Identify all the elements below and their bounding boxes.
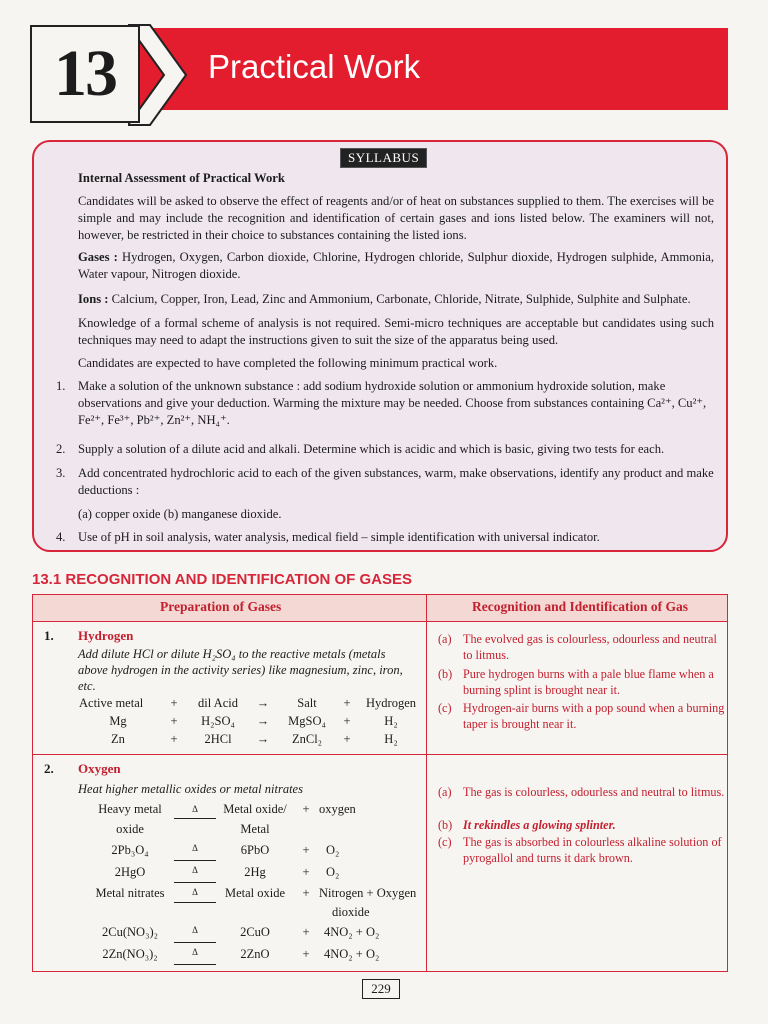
eq-op: + xyxy=(343,714,351,728)
equation-row xyxy=(78,694,422,712)
eq-term: H₂SO₄ xyxy=(201,714,235,728)
eq-op xyxy=(294,903,318,921)
eq-term: 4NO₂ + O₂ xyxy=(324,924,380,939)
chapter-title: Practical Work xyxy=(208,48,421,85)
eq-term: Active metal xyxy=(79,696,144,710)
syllabus-intro: Candidates will be asked to observe the effect of reagents and/or of heat on substances supplied to them. The exercises will be simple and may include the recognition and identification of certain gases and ions listed below. The examiners will not, however, be restricted in their choice to substances containing the listed ions. xyxy=(78,194,714,242)
test-label: (c) xyxy=(438,701,452,715)
equation-row xyxy=(86,883,420,903)
column-header: Recognition and Identification of Gas xyxy=(472,599,689,614)
item-subtext: (a) copper oxide (b) manganese dioxide. xyxy=(78,507,282,521)
eq-arrow: → xyxy=(256,696,270,710)
heat-arrow-icon: Δ xyxy=(174,943,216,965)
eq-term: 2Zn(NO₃)₂ xyxy=(102,946,158,961)
equation-row xyxy=(86,819,420,839)
eq-term: Metal oxide/ xyxy=(223,802,287,817)
eq-op: + xyxy=(170,696,178,710)
eq-term: Metal oxide xyxy=(224,885,286,900)
item-number: 2. xyxy=(56,442,66,456)
page-number: 229 xyxy=(362,979,400,999)
eq-term: Zn xyxy=(111,732,125,746)
eq-term: Heavy metal xyxy=(98,802,162,817)
test-text: Hydrogen-air burns with a pop sound when a burning taper is brought near it. xyxy=(463,701,725,731)
eq-term: Metal nitrates xyxy=(95,885,165,900)
chapter-number: 13 xyxy=(30,25,140,123)
eq-term: O₂ xyxy=(326,864,340,879)
heat-arrow-icon: Δ xyxy=(174,861,216,883)
eq-term: Salt xyxy=(297,696,317,710)
test-label: (b) xyxy=(438,667,453,681)
equation-table xyxy=(78,694,422,748)
preparation-description: Heat higher metallic oxides or metal nitrates xyxy=(78,782,303,796)
test-label: (c) xyxy=(438,835,452,849)
eq-op xyxy=(174,903,216,921)
ions-list: Calcium, Copper, Iron, Lead, Zinc and Ammonium, Carbonate, Chloride, Nitrate, Sulphide, Sulphite and Sulphate. xyxy=(108,292,691,306)
eq-op: + xyxy=(302,864,310,879)
heat-arrow-icon: Δ xyxy=(174,921,216,943)
eq-term xyxy=(216,903,294,921)
syllabus-heading: Internal Assessment of Practical Work xyxy=(78,171,285,185)
preparation-description: Add dilute HCl or dilute H₂SO₄ to the reactive metals (metals above hydrogen in the activity series) like magnesium, zinc, iron, etc. xyxy=(78,647,403,693)
eq-term: 2HCl xyxy=(204,732,232,746)
equation-row xyxy=(78,730,422,748)
row-number: 1. xyxy=(44,628,54,643)
eq-term: 2Pb₃O₄ xyxy=(111,842,149,857)
eq-term: H₂ xyxy=(384,714,398,728)
syllabus-expected: Candidates are expected to have completed the following minimum practical work. xyxy=(78,356,498,370)
equation-row xyxy=(86,861,420,883)
heat-arrow-icon: Δ xyxy=(174,883,216,903)
equation-block xyxy=(78,694,422,748)
eq-term: 2ZnO xyxy=(240,946,270,961)
eq-term: oxide xyxy=(116,821,144,836)
eq-term xyxy=(86,903,174,921)
eq-term: 4NO₂ + O₂ xyxy=(324,946,380,961)
eq-op xyxy=(174,819,216,839)
eq-op: + xyxy=(302,946,310,961)
syllabus-knowledge: Knowledge of a formal scheme of analysis is not required. Semi-micro techniques are acceptable but candidates using such techniques may need to adapt the instructions given to suit the size of the apparatus being used. xyxy=(78,316,714,347)
equation-row xyxy=(86,943,420,965)
heat-arrow-icon: Δ xyxy=(174,839,216,861)
gases-label: Gases : xyxy=(78,250,118,264)
section-title: 13.1 RECOGNITION AND IDENTIFICATION OF GASES xyxy=(32,571,413,588)
syllabus-ions xyxy=(78,291,714,308)
eq-term: dioxide xyxy=(332,904,370,919)
item-number: 1. xyxy=(56,379,66,393)
heat-arrow-icon: Δ xyxy=(174,800,216,819)
equation-row xyxy=(86,839,420,861)
equation-table xyxy=(86,800,420,965)
column-header: Preparation of Gases xyxy=(160,599,282,614)
equation-row xyxy=(86,903,420,921)
eq-term: Hydrogen xyxy=(366,696,416,710)
eq-term: 2HgO xyxy=(114,864,146,879)
eq-term: H₂ xyxy=(384,732,398,746)
eq-term: 2CuO xyxy=(240,924,270,939)
eq-term: O₂ xyxy=(326,842,340,857)
equation-row xyxy=(86,921,420,943)
eq-term: Nitrogen + Oxygen xyxy=(319,885,417,900)
eq-arrow: → xyxy=(256,714,270,728)
row-number: 2. xyxy=(44,761,54,776)
eq-op: + xyxy=(343,696,351,710)
item-number: 3. xyxy=(56,466,66,480)
test-label: (a) xyxy=(438,785,452,799)
eq-op: + xyxy=(302,885,310,900)
eq-op: + xyxy=(170,732,178,746)
gas-name: Oxygen xyxy=(78,761,121,776)
eq-term: dil Acid xyxy=(198,696,238,710)
eq-term: 2Cu(NO₃)₂ xyxy=(102,924,158,939)
item-text: Make a solution of the unknown substance : add sodium hydroxide solution or ammonium hydroxide solution, make observations and give your deduction. Warming the mixture may be needed. Choose from substances containing Ca²⁺, Cu²⁺, Fe²⁺, Fe³⁺, Pb²⁺, Zn²⁺, NH₄⁺. xyxy=(78,379,707,427)
gas-name: Hydrogen xyxy=(78,628,134,643)
test-label: (a) xyxy=(438,632,452,646)
test-text: The evolved gas is colourless, odourless and neutral to litmus. xyxy=(463,632,717,662)
equation-row xyxy=(86,800,420,819)
item-text: Use of pH in soil analysis, water analysis, medical field – simple identification with universal indicator. xyxy=(78,530,600,544)
eq-op: + xyxy=(302,842,310,857)
eq-op: + xyxy=(343,732,351,746)
eq-term: Metal xyxy=(240,821,270,836)
eq-term: oxygen xyxy=(319,802,356,817)
eq-term: 2Hg xyxy=(244,864,266,879)
ions-label: Ions : xyxy=(78,292,109,306)
eq-op xyxy=(294,819,318,839)
eq-arrow: → xyxy=(256,732,270,746)
eq-term: Mg xyxy=(109,714,127,728)
eq-term: ZnCl₂ xyxy=(291,732,323,746)
test-label: (b) xyxy=(438,818,453,832)
test-text: The gas is absorbed in colourless alkaline solution of pyrogallol and turns it dark brown. xyxy=(463,835,722,865)
table-divider xyxy=(426,594,427,972)
item-number: 4. xyxy=(56,530,66,544)
equation-row xyxy=(78,712,422,730)
eq-term: 6PbO xyxy=(240,842,270,857)
table-row-divider xyxy=(32,754,728,755)
test-text: The gas is colourless, odourless and neutral to litmus. xyxy=(463,785,725,799)
eq-term: MgSO₄ xyxy=(288,714,326,728)
eq-op: + xyxy=(302,802,310,817)
eq-term xyxy=(318,819,420,839)
eq-op: + xyxy=(302,924,310,939)
item-text: Add concentrated hydrochloric acid to each of the given substances, warm, make observations, identify any product and make deductions : xyxy=(78,466,714,497)
item-text: Supply a solution of a dilute acid and alkali. Determine which is acidic and which is basic, giving two tests for each. xyxy=(78,442,665,456)
test-text: Pure hydrogen burns with a pale blue flame when a burning splint is brought near it. xyxy=(463,667,714,697)
eq-op: + xyxy=(170,714,178,728)
gases-list: Hydrogen, Oxygen, Carbon dioxide, Chlorine, Hydrogen chloride, Sulphur dioxide, Hydrogen sulphide, Ammonia, Water vapour, Nitrogen dioxide. xyxy=(78,250,715,281)
test-text: It rekindles a glowing splinter. xyxy=(463,818,616,832)
syllabus-gases xyxy=(78,249,714,283)
equation-block xyxy=(86,800,420,965)
syllabus-tag: SYLLABUS xyxy=(340,148,427,168)
